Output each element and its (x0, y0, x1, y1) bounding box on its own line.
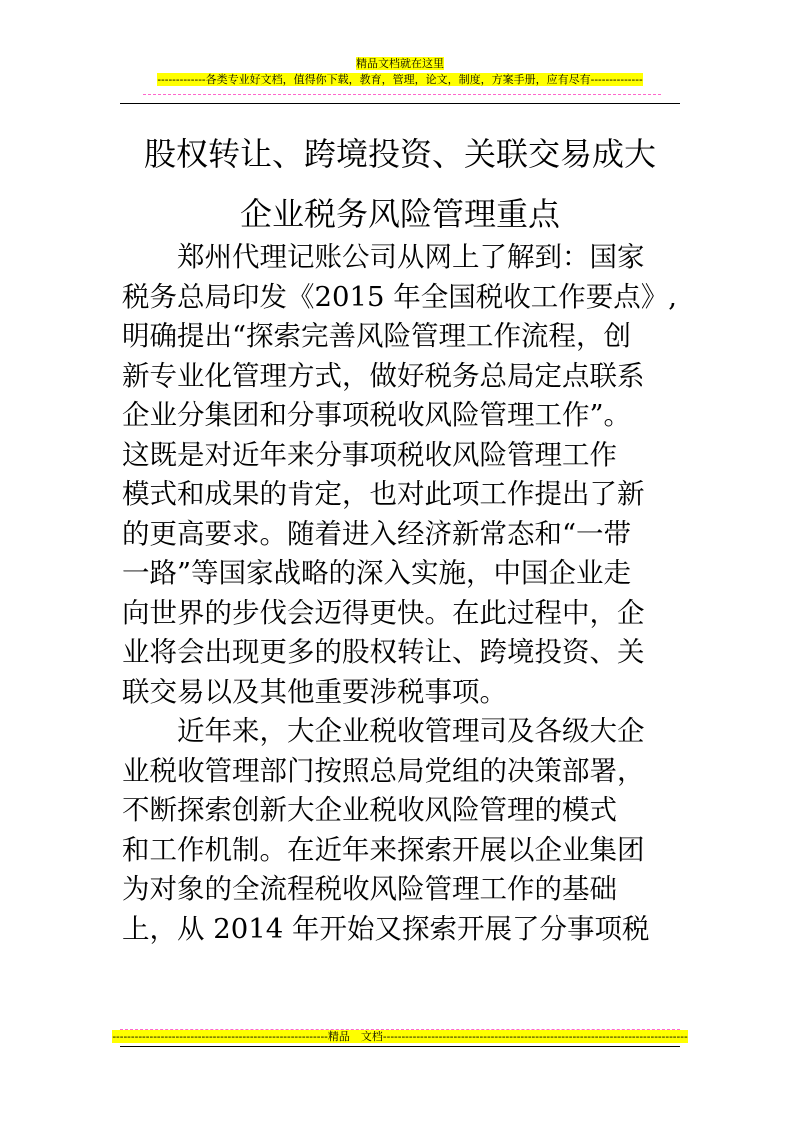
header-subtitle (0, 73, 800, 86)
body-line: 税务总局印发《2015 年全国税收工作要点》, (122, 280, 677, 313)
body-text (122, 238, 682, 949)
body-line: 企业分集团和分事项税收风险管理工作”。 (122, 399, 632, 431)
body-line: 和工作机制。在近年来探索开展以企业集团 (122, 833, 645, 866)
document-title-line-2: 企业税务风险管理重点 (239, 195, 560, 233)
body-line: 业税收管理部门按照总局党组的决策部署， (122, 754, 645, 787)
body-line: 为对象的全流程税收风险管理工作的基础 (122, 873, 617, 905)
header-dashed-divider (143, 94, 661, 95)
body-line: 郑州代理记账公司从网上了解到：国家 (122, 241, 645, 273)
body-line: 这既是对近年来分事项税收风险管理工作 (122, 438, 617, 471)
body-line: 业将会出现更多的股权转让、跨境投资、关 (122, 636, 645, 668)
body-line: 联交易以及其他重要涉税事项。 (122, 675, 507, 708)
body-line: 不断探索创新大企业税收风险管理的模式 (122, 794, 617, 826)
body-line: 一路”等国家战略的深入实施，中国企业走 (122, 557, 632, 589)
body-line: 新专业化管理方式，做好税务总局定点联系 (122, 359, 645, 392)
header-title (0, 57, 800, 70)
header-title-text: 精品文档就在这里 (356, 57, 444, 70)
body-line: 近年来，大企业税收管理司及各级大企 (122, 715, 645, 747)
footer-rule (120, 1046, 680, 1047)
footer-banner (0, 1030, 800, 1043)
footer-banner-text: ----------------------------------------------------------精品 文档---------------------------------------------------------------------------------- (112, 1030, 688, 1043)
header-subtitle-text: -------------各类专业好文档，值得你下载，教育，管理，论文，制度，方案手册，应有尽有-------------- (157, 73, 643, 86)
document-title-line-1: 股权转让、跨境投资、关联交易成大 (143, 135, 656, 173)
body-line: 上，从 2014 年开始又探索开展了分事项税 (122, 912, 650, 945)
body-line: 模式和成果的肯定，也对此项工作提出了新 (122, 478, 645, 510)
body-line: 的更高要求。随着进入经济新常态和“一带 (122, 517, 632, 550)
body-line: 明确提出“探索完善风险管理工作流程，创 (122, 320, 632, 352)
body-line: 向世界的步伐会迈得更快。在此过程中，企 (122, 596, 645, 629)
header-rule (120, 103, 680, 104)
